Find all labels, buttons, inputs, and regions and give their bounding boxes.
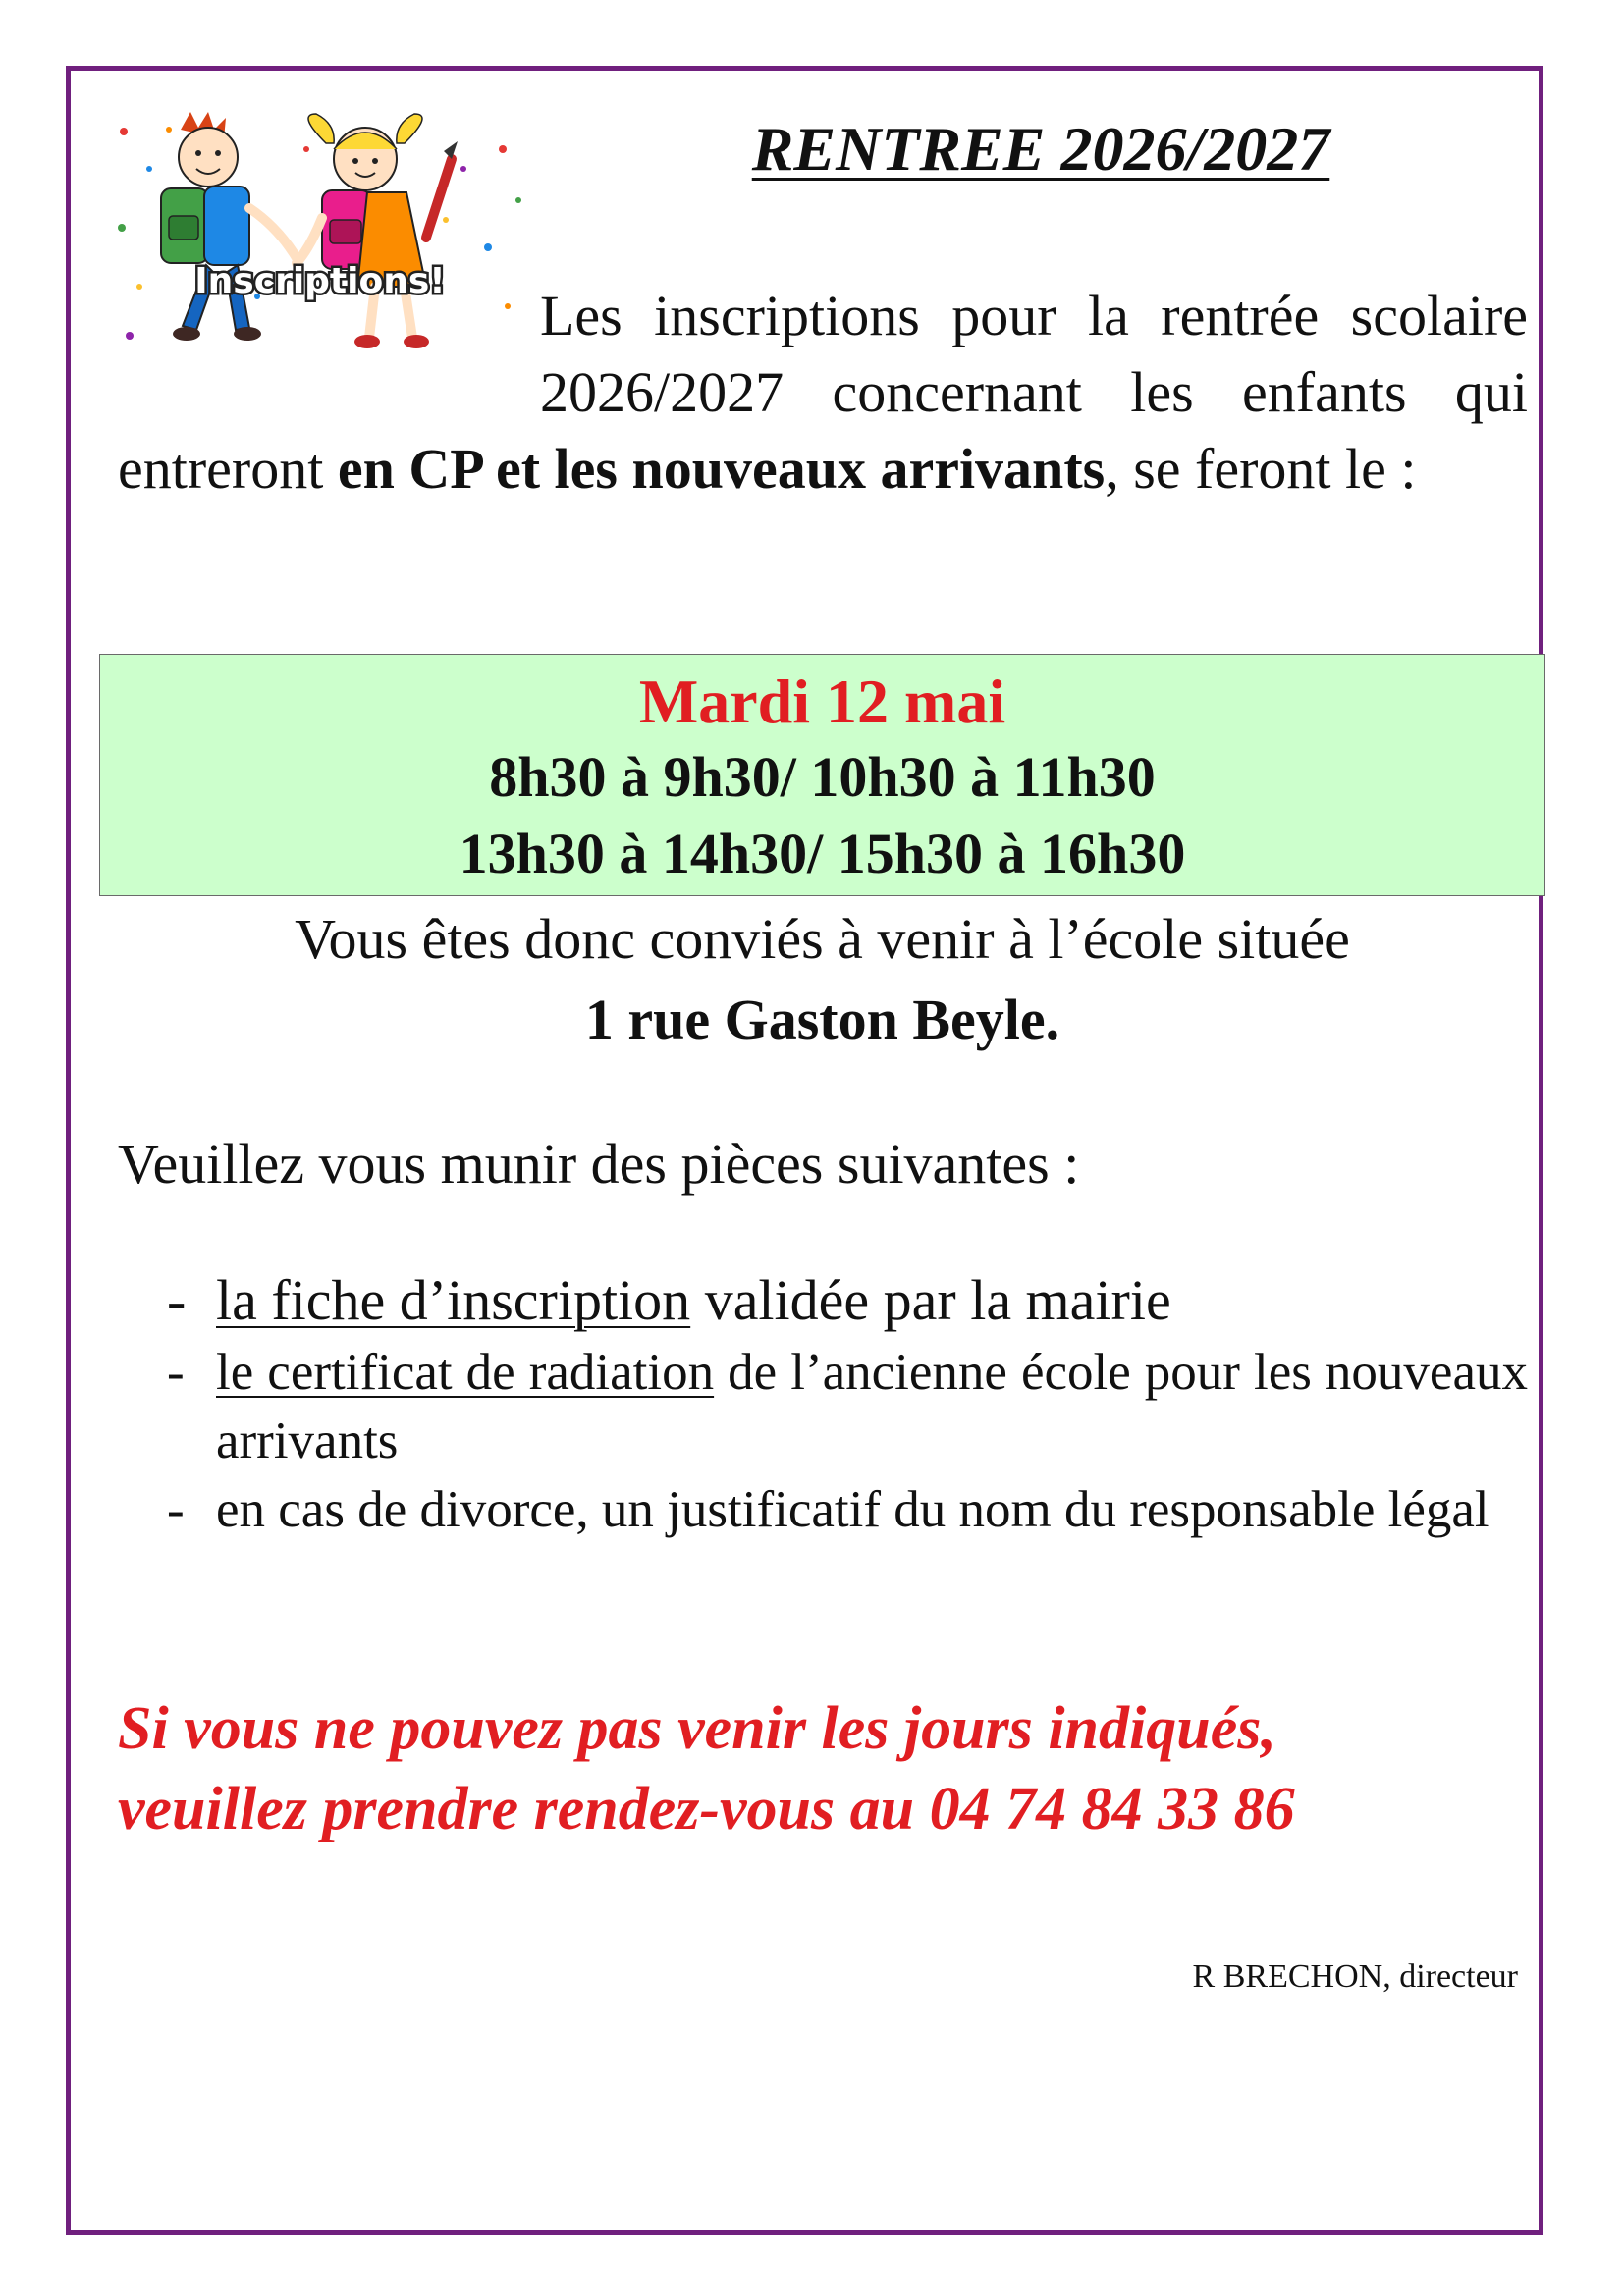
list-item xyxy=(118,1338,1528,1475)
documents-list xyxy=(118,1263,1528,1544)
illustration-spacer xyxy=(118,278,540,425)
intro-text-part2: , se feront le : xyxy=(1105,437,1417,501)
venue-text: Vous êtes donc conviés à venir à l’école située xyxy=(295,907,1350,971)
list-item xyxy=(118,1475,1528,1544)
notice-line-2: veuillez prendre rendez-vous au 04 74 84 33 86 xyxy=(118,1776,1295,1842)
schedule-slot-morning: 8h30 à 9h30/ 10h30 à 11h30 xyxy=(489,745,1156,809)
schedule-slot-afternoon: 13h30 à 14h30/ 15h30 à 16h30 xyxy=(459,822,1186,885)
intro-paragraph xyxy=(118,278,1528,507)
list-item-underlined: le certificat de radiation xyxy=(216,1344,715,1401)
schedule-box xyxy=(99,654,1545,896)
appointment-notice xyxy=(118,1688,1528,1849)
list-item-text: de l’ancienne école pour les nouveaux arrivants xyxy=(216,1344,1528,1469)
list-bullet: - xyxy=(167,1268,187,1332)
list-item-text: en cas de divorce, un justificatif du nom du responsable légal xyxy=(216,1481,1489,1538)
intro-text-bold: en CP et les nouveaux arrivants xyxy=(337,437,1106,501)
list-bullet: - xyxy=(167,1344,185,1401)
inscriptions-banner-text: Inscriptions! xyxy=(194,261,446,301)
list-item-text: validée par la mairie xyxy=(690,1268,1171,1332)
notice-line-1: Si vous ne pouvez pas venir les jours indiqués, xyxy=(118,1695,1276,1762)
signature: R BRECHON, directeur xyxy=(1192,1958,1518,1995)
list-item-underlined: la fiche d’inscription xyxy=(216,1268,691,1332)
page-title: RENTREE 2026/2027 xyxy=(751,114,1330,184)
list-item xyxy=(118,1263,1528,1338)
schedule-day: Mardi 12 mai xyxy=(638,667,1006,736)
list-bullet: - xyxy=(167,1481,185,1538)
intro-text-part1: Les inscriptions pour la rentrée scolaire 2026/2027 concernant les enfants qui entreront xyxy=(118,284,1528,501)
venue-address: 1 rue Gaston Beyle. xyxy=(584,988,1060,1051)
documents-intro: Veuillez vous munir des pièces suivantes : xyxy=(118,1132,1080,1196)
venue-block xyxy=(98,899,1546,1060)
